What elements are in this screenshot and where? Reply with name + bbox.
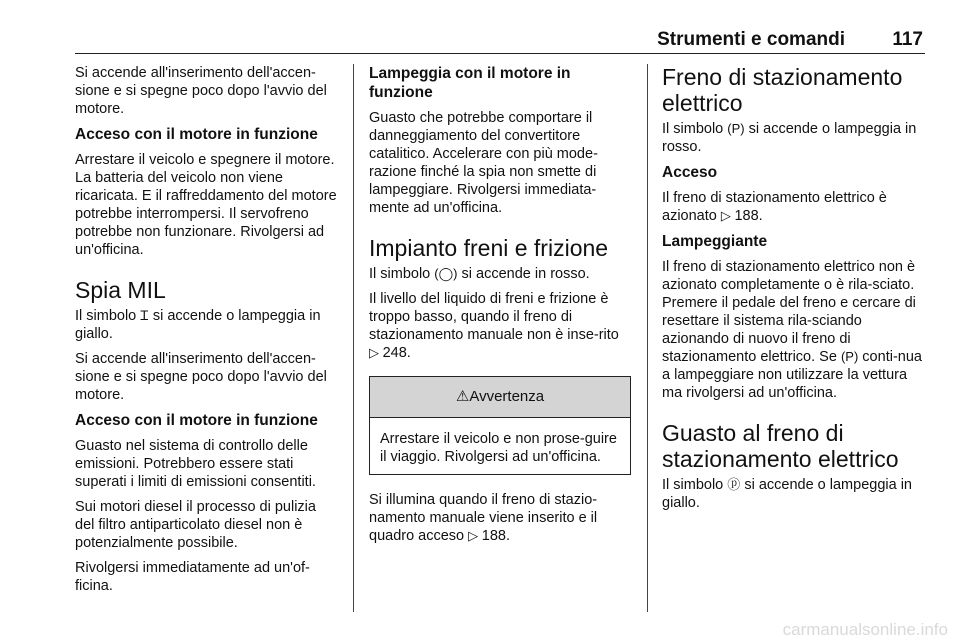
paragraph: Si accende all'inserimento dell'accen-sione e si spegne poco dopo l'avvio del motore. [75,65,327,117]
text: Il simbolo [662,121,728,137]
paragraph [75,307,337,343]
subheading: Acceso con il motore in funzione [75,126,318,143]
text: si accende o lampeggia in giallo. [662,477,912,511]
text: conti-nua a lampeggiare non utilizzare la vettura ma rivolgersi ad un'officina. [662,349,922,401]
column-middle [369,64,631,552]
subheading: Acceso [662,164,718,181]
watermark: carmanualsonline.info [782,620,948,639]
page-header [75,26,925,54]
paragraph: Arrestare il veicolo e spegnere il motore. La batteria del veicolo non viene ricaricata. E il raffreddamento del motore potrebbe interrompersi. Il servofreno potrebbe non funzionare. Rivolgersi ad un'officina. [75,152,337,258]
paragraph [662,476,928,512]
column-right [662,64,928,519]
text: Il simbolo [662,477,728,493]
text: Il freno di stazionamento elettrico è azionato [662,190,887,224]
text: si accende o lampeggia in rosso. [662,121,917,155]
header-title: Strumenti e comandi [657,29,845,50]
paragraph [369,491,631,545]
section-heading: Guasto al freno di stazionamento elettrico [662,420,899,472]
text: si accende o lampeggia in giallo. [75,308,321,342]
paragraph [662,120,928,156]
paragraph: Si accende all'inserimento dell'accen-sione e si spegne poco dopo l'avvio del motore. [75,351,327,403]
text: si accende in rosso. [457,266,590,282]
page-ref-arrow-icon: ▷ [369,345,383,360]
paragraph [369,290,631,362]
parking-brake-icon: (P) [840,349,859,364]
page-ref-arrow-icon: ▷ [468,528,482,543]
text: Il simbolo [75,308,141,324]
warning-text: Arrestare il veicolo e non prose-guire il viaggio. Rivolgersi ad un'officina. [380,431,617,465]
column-divider [647,64,648,612]
brake-warning-icon: (◯) [434,266,458,281]
paragraph [662,189,928,225]
paragraph: Guasto che potrebbe comportare il danneggiamento del convertitore catalitico. Accelerare con più mode-razione finché la spia non smette di lampeggiare. Rivolgersi immediata-mente ad un'officina. [369,110,598,216]
page-reference: 188. [481,528,510,544]
page-reference: 248. [382,345,411,361]
paragraph: Sui motori diesel il processo di pulizia del filtro antiparticolato diesel non è potenzialmente possibile. [75,499,316,551]
text: Il freno di stazionamento elettrico non è azionato completamente o è rila-sciato. Premere il pedale del freno e cercare di resettare il sistema rila-sciando azionando di nuovo il freno di stazionamento elettrico. Se [662,259,916,365]
text: Il simbolo [369,266,435,282]
subheading: Lampeggia con il motore in funzione [369,65,571,101]
subheading: Lampeggiante [662,233,768,250]
warning-body [370,418,630,474]
page-ref-arrow-icon: ▷ [720,208,735,223]
warning-triangle-icon: ⚠ [455,388,470,405]
paragraph [662,258,928,402]
section-heading: Impianto freni e frizione [369,235,609,261]
warning-box [369,376,631,475]
section-heading: Spia MIL [75,277,166,303]
page-reference: 188. [734,208,763,224]
engine-warning-icon: Ꮖ [140,308,149,323]
text: Il livello del liquido di freni e frizione è troppo basso, quando il freno di stazionamento manuale non è inse-rito [369,291,619,343]
text: Si illumina quando il freno di stazio-namento manuale viene inserito e il quadro acceso [369,492,598,544]
column-left [75,64,337,602]
section-heading: Freno di stazionamento elettrico [662,64,903,116]
warning-title: Avvertenza [469,388,545,405]
parking-brake-fault-icon: ⓟ [727,477,741,492]
page-number: 117 [892,29,923,50]
parking-brake-icon: (P) [727,121,745,136]
paragraph [369,265,631,283]
paragraph: Guasto nel sistema di controllo delle emissioni. Potrebbero essere stati superati i limiti di emissioni consentiti. [75,438,316,490]
subheading: Acceso con il motore in funzione [75,412,318,429]
warning-header [370,377,630,418]
paragraph: Rivolgersi immediatamente ad un'of-ficina. [75,560,310,594]
column-divider [353,64,354,612]
